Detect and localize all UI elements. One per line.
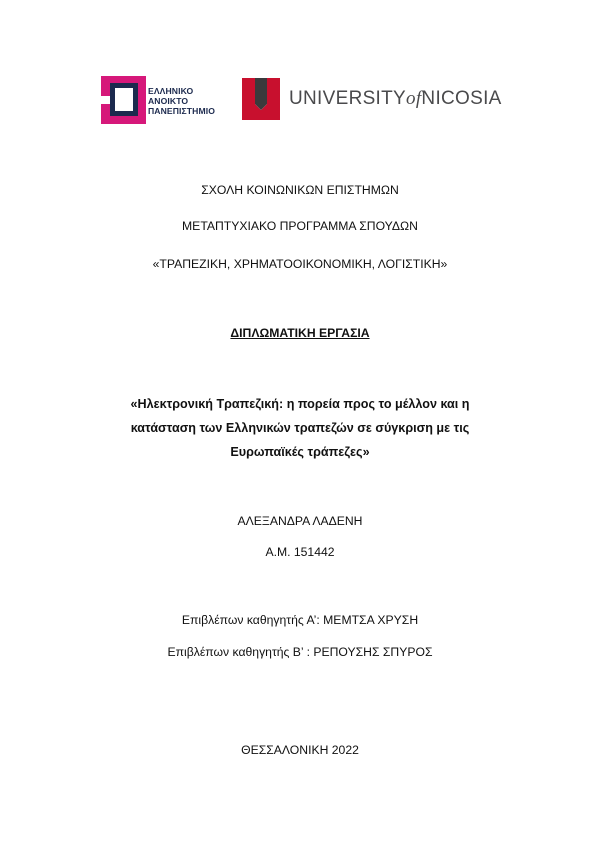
eap-text-line: ΠΑΝΕΠΙΣΤΗΜΙΟ bbox=[148, 106, 215, 117]
school-name: ΣΧΟΛΗ ΚΟΙΝΩΝΙΚΩΝ ΕΠΙΣΤΗΜΩΝ bbox=[201, 183, 399, 197]
logos-row bbox=[0, 74, 600, 126]
university-of-nicosia-name: UNIVERSITYofNICOSIA bbox=[289, 88, 502, 109]
specialization: «ΤΡΑΠΕΖΙΚΗ, ΧΡΗΜΑΤΟΟΙΚΟΝΟΜΙΚΗ, ΛΟΓΙΣΤΙΚΗ» bbox=[152, 257, 448, 271]
registration-number: Α.Μ. 151442 bbox=[265, 545, 335, 559]
hellenic-open-university-logo-icon bbox=[101, 76, 146, 124]
thesis-label: ΔΙΠΛΩΜΑΤΙΚΗ ΕΡΓΑΣΙΑ bbox=[230, 326, 370, 340]
program-name: ΜΕΤΑΠΤΥΧΙΑΚΟ ΠΡΟΓΡΑΜΜΑ ΣΠΟΥΔΩΝ bbox=[182, 219, 418, 233]
eap-text-line: ΕΛΛΗΝΙΚΟ bbox=[148, 86, 194, 96]
eap-text-line: ΑΝΟΙΚΤΟ bbox=[148, 96, 189, 107]
thesis-title-line: «Ηλεκτρονική Τραπεζική: η πορεία προς το μέλλον και η bbox=[130, 397, 470, 411]
author-name: ΑΛΕΞΑΝΔΡΑ ΛΑΔΕΝΗ bbox=[237, 514, 363, 528]
university-of-nicosia-logo-icon bbox=[242, 78, 280, 120]
supervisor-b: Επιβλέπων καθηγητής Β’ : ΡΕΠΟΥΣΗΣ ΣΠΥΡΟΣ bbox=[167, 645, 433, 659]
hellenic-open-university-name bbox=[148, 86, 238, 117]
thesis-title-line: Ευρωπαϊκές τράπεζες» bbox=[230, 445, 370, 459]
supervisor-a: Επιβλέπων καθηγητής Α’: ΜΕΜΤΣΑ ΧΡΥΣΗ bbox=[181, 613, 419, 627]
place-and-year: ΘΕΣΣΑΛΟΝΙΚΗ 2022 bbox=[241, 743, 359, 757]
thesis-title-line: κατάσταση των Ελληνικών τραπεζών σε σύγκριση με τις bbox=[130, 421, 470, 435]
